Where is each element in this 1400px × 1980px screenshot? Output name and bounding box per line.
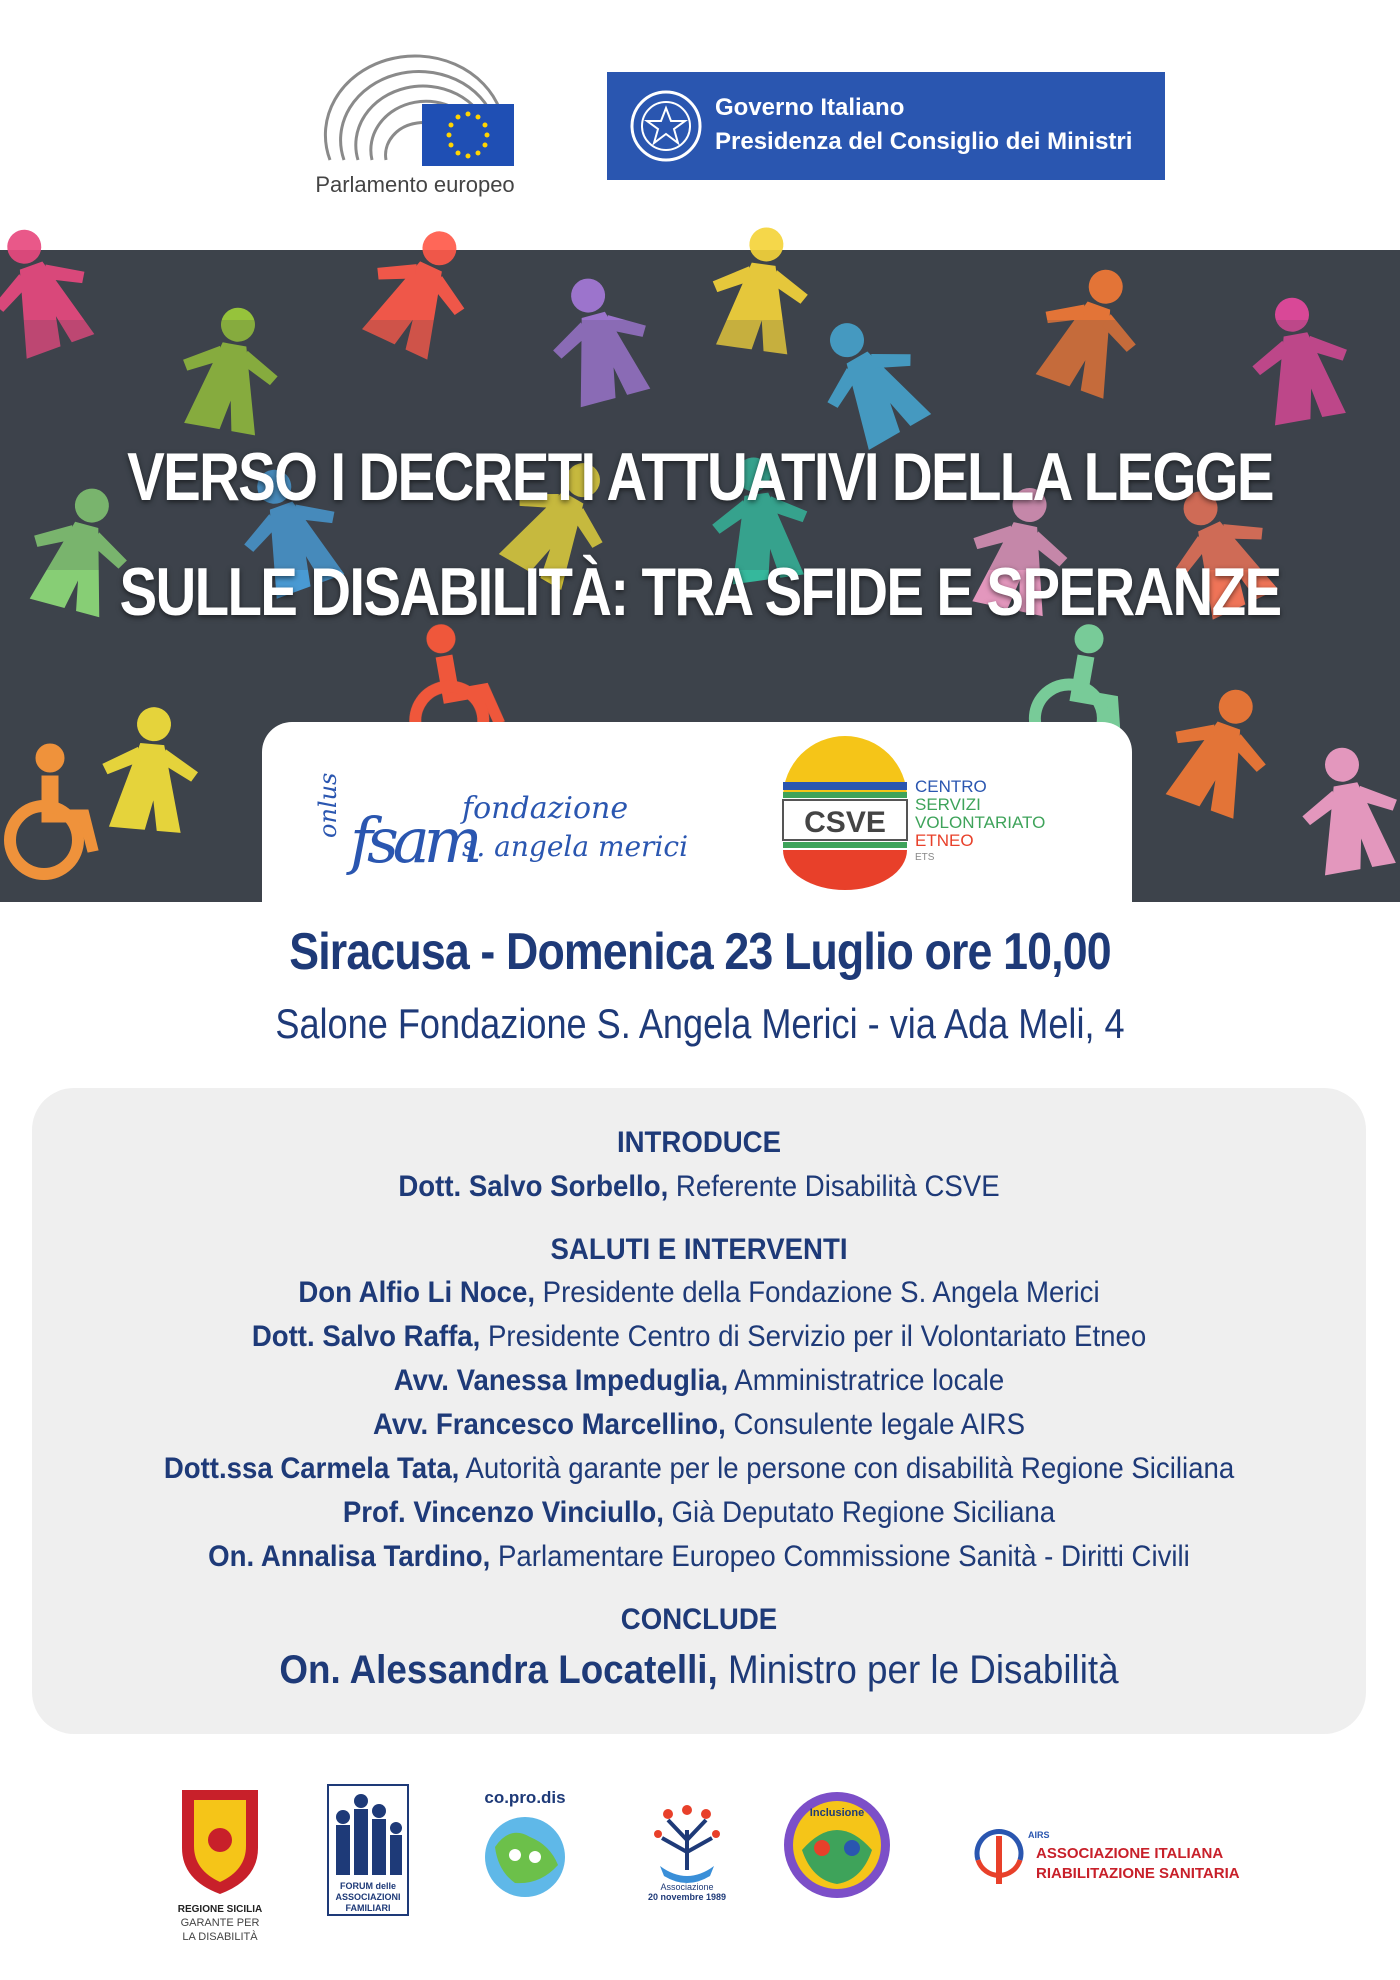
assoc-line-2: 20 novembre 1989 — [647, 1892, 727, 1902]
speaker-role: Presidente della Fondazione S. Angela Merici — [535, 1276, 1100, 1309]
conclude-heading: CONCLUDE — [620, 1603, 778, 1636]
csve-logo — [775, 758, 1075, 888]
forum-associazioni-familiari-logo — [328, 1785, 408, 1915]
intro-speaker — [85, 1170, 1312, 1204]
speaker-role: Referente Disabilità CSVE — [668, 1170, 1000, 1203]
speaker-line — [85, 1408, 1312, 1442]
airs-logo — [948, 1822, 1238, 1898]
fondazione-s-angela-merici-logo — [314, 752, 707, 882]
speaker-role: Parlamentare Europeo Commissione Sanità - Diritti Civili — [490, 1540, 1190, 1573]
csve-line-2: SERVIZI — [915, 795, 981, 814]
coprodis-label: co.pro.dis — [484, 1788, 566, 1807]
event-title — [119, 420, 1281, 650]
speaker-role: Autorità garante per le persone con disabilità Regione Siciliana — [459, 1452, 1235, 1485]
event-title-line-1: VERSO I DECRETI ATTUATIVI DELLA LEGGE — [127, 439, 1273, 515]
speaker-line — [85, 1452, 1312, 1486]
speaker-line — [85, 1276, 1312, 1310]
fsam-onlus-label: onlus — [314, 772, 342, 838]
speaker-name: On. Annalisa Tardino, — [208, 1540, 491, 1573]
airs-line-1: ASSOCIAZIONE ITALIANA — [1036, 1845, 1224, 1862]
fsam-name-2: s. angela merici — [462, 830, 689, 863]
inclusione-label: Inclusione — [809, 1807, 865, 1819]
speaker-name: Dott. Salvo Raffa, — [251, 1320, 481, 1353]
speaker-role: Consulente legale AIRS — [725, 1408, 1025, 1441]
forum-line-3: FAMILIARI — [345, 1903, 391, 1913]
csve-line-4: ETNEO — [915, 831, 974, 850]
speaker-role: Presidente Centro di Servizio per il Volontariato Etneo — [480, 1320, 1147, 1353]
speaker-name: Avv. Vanessa Impeduglia, — [393, 1364, 729, 1397]
speaker-name: Avv. Francesco Marcellino, — [372, 1408, 726, 1441]
assoc-line-1: Associazione — [660, 1882, 714, 1892]
italian-republic-emblem-icon — [625, 84, 707, 168]
speaker-line — [85, 1540, 1312, 1574]
speaker-line — [85, 1364, 1312, 1398]
speaker-line — [85, 1320, 1312, 1354]
sicilia-line-1: REGIONE SICILIA — [177, 1904, 263, 1915]
government-title: Governo Italiano — [715, 94, 905, 121]
speaker-line — [85, 1496, 1312, 1530]
forum-line-2: ASSOCIAZIONI — [335, 1892, 401, 1902]
speaker-name: Don Alfio Li Noce, — [298, 1276, 536, 1309]
speaker-name: Dott. Salvo Sorbello, — [398, 1170, 669, 1203]
speaker-role: Già Deputato Regione Siciliana — [663, 1496, 1056, 1529]
ep-caption: Parlamento europeo — [315, 172, 515, 197]
speaker-name: Prof. Vincenzo Vinciullo, — [342, 1496, 664, 1529]
conclude-speaker — [85, 1648, 1312, 1693]
fsam-name-1: fondazione — [462, 791, 629, 826]
airs-abbr: AIRS — [1028, 1830, 1050, 1840]
associazione-20-novembre-logo — [640, 1790, 735, 1900]
forum-line-1: FORUM delle — [339, 1881, 397, 1891]
fsam-letters: fsam — [350, 804, 477, 877]
speaker-name: On. Alessandra Locatelli, — [279, 1648, 718, 1692]
event-date-location: Siracusa - Domenica 23 Luglio ore 10,00 — [289, 923, 1111, 981]
event-title-line-2: SULLE DISABILITÀ: TRA SFIDE E SPERANZE — [119, 554, 1281, 630]
saluti-heading: SALUTI E INTERVENTI — [550, 1233, 848, 1266]
csve-line-1: CENTRO — [915, 777, 987, 796]
government-subtitle: Presidenza del Consiglio dei Ministri — [715, 128, 1133, 155]
airs-line-2: RIABILITAZIONE SANITARIA — [1036, 1865, 1240, 1882]
speaker-role: Ministro per le Disabilità — [717, 1648, 1119, 1692]
csve-line-5: ETS — [915, 852, 935, 863]
csve-line-3: VOLONTARIATO — [915, 813, 1046, 832]
event-venue: Salone Fondazione S. Angela Merici - via Ada Meli, 4 — [275, 1000, 1125, 1047]
intro-heading: INTRODUCE — [616, 1126, 782, 1159]
csve-abbr: CSVE — [804, 806, 886, 839]
inclusione-logo — [782, 1790, 892, 1900]
sicilia-line-2: GARANTE PER — [180, 1917, 260, 1929]
speaker-role: Amministratrice locale — [728, 1364, 1005, 1397]
speaker-name: Dott.ssa Carmela Tata, — [163, 1452, 460, 1485]
coprodis-logo — [470, 1785, 580, 1905]
sicilia-line-3: LA DISABILITÀ — [182, 1931, 258, 1943]
regione-sicilia-logo — [170, 1790, 290, 1943]
